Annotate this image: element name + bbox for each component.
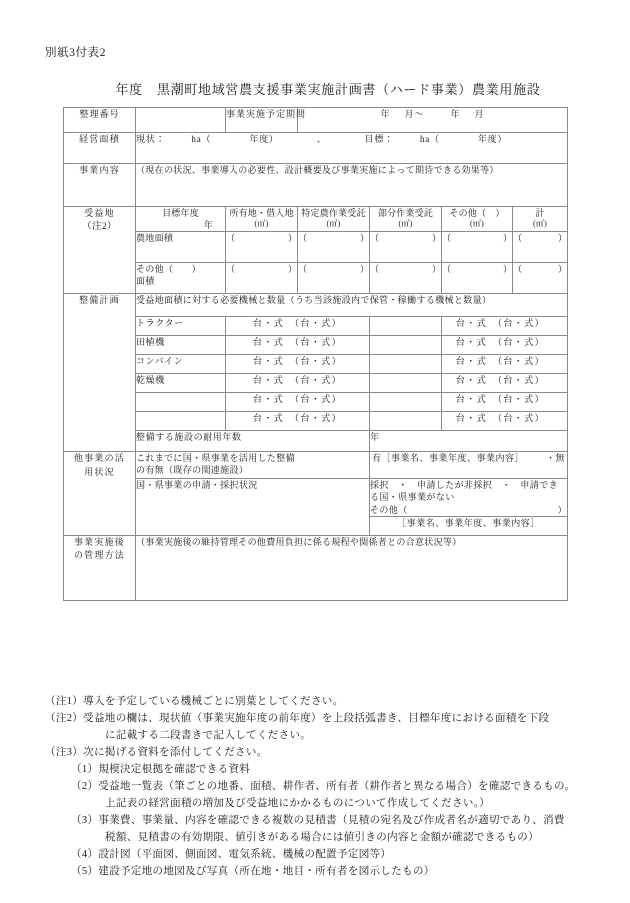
label-durable-years: 整備する施設の耐用年数 bbox=[136, 431, 370, 452]
field-past-use-choice[interactable] bbox=[370, 452, 568, 479]
col-header-specified-contract-unit: (㎡) bbox=[326, 219, 341, 229]
machine-qty-left-combine[interactable]: 台・式 （台・式） bbox=[226, 355, 370, 374]
paren-open: （ bbox=[298, 264, 308, 275]
field-farmland-partial-contract[interactable] bbox=[370, 232, 442, 263]
paren-open: （ bbox=[370, 233, 380, 244]
label-management-area: 経営面積 bbox=[64, 133, 136, 164]
row-label-farmland-area: 農地面積 bbox=[136, 232, 226, 263]
col-header-total-name: 計 bbox=[535, 208, 545, 218]
adoption-other-line[interactable] bbox=[370, 504, 567, 516]
benefit-land-title: 受益地 bbox=[84, 208, 115, 218]
other-area-label-line1: その他（ ） bbox=[136, 264, 202, 275]
paren-close: ） bbox=[359, 264, 369, 275]
machine-qty-left-blank-1[interactable]: 台・式 （台・式） bbox=[226, 393, 370, 412]
project-content-hint: （現在の状況、事業導入の必要性、設計概要及び事業実施によって期待できる効果等） bbox=[136, 165, 499, 175]
label-other-projects-usage bbox=[64, 452, 136, 535]
machine-qty-right-tractor[interactable]: 台・式 （台・式） bbox=[442, 317, 568, 336]
footnote-3-item-5-marker: （5） bbox=[71, 866, 99, 877]
col-header-specified-contract bbox=[298, 207, 370, 232]
table-row-benefit-land-header bbox=[64, 207, 568, 232]
paren-close: ） bbox=[502, 264, 512, 275]
machine-divider-cell[interactable] bbox=[370, 317, 442, 336]
col-header-other bbox=[442, 207, 513, 232]
paren-close: ） bbox=[287, 233, 297, 244]
machine-name-tractor: トラクター bbox=[136, 317, 226, 336]
col-header-owned-leased-name: 所有地・借入地 bbox=[229, 208, 294, 218]
paren-open: （ bbox=[370, 264, 380, 275]
label-post-management bbox=[64, 535, 136, 600]
current-area-label: 現状： bbox=[136, 134, 166, 144]
other-projects-label-line2: 用状況 bbox=[84, 466, 115, 477]
field-other-total[interactable] bbox=[513, 263, 568, 294]
field-application-adoption-status[interactable] bbox=[370, 479, 568, 516]
benefit-land-note-ref: （注2） bbox=[82, 222, 117, 233]
col-header-specified-contract-name: 特定農作業受託 bbox=[301, 208, 366, 218]
machine-qty-left-rice-planter[interactable]: 台・式 （台・式） bbox=[226, 336, 370, 355]
label-implementation-period: 事業実施予定期間 bbox=[226, 108, 298, 133]
machine-name-dryer: 乾燥機 bbox=[136, 374, 226, 393]
paren-open: （ bbox=[442, 233, 452, 244]
paren-open: （ bbox=[513, 233, 523, 244]
paren-close: ） bbox=[557, 264, 567, 275]
table-row-machine bbox=[64, 336, 568, 355]
footnote-3-item-5 bbox=[45, 863, 590, 880]
target-area-ha: ha（ bbox=[419, 134, 440, 144]
footnote-3-item-5-text: 建設予定地の地図及び写真（所在地・地目・所有者を図示したもの） bbox=[98, 866, 435, 877]
target-area-year: 年度） bbox=[477, 134, 508, 144]
paren-close: ） bbox=[287, 264, 297, 275]
field-other-partial-contract[interactable] bbox=[370, 263, 442, 294]
footnote-3-item-4-marker: （4） bbox=[71, 849, 99, 860]
machine-qty-right-blank-2[interactable]: 台・式 （台・式） bbox=[442, 412, 568, 431]
label-project-content: 事業内容 bbox=[64, 164, 136, 207]
footnote-3-item-2 bbox=[45, 778, 590, 795]
label-equipment-plan: 整備計画 bbox=[64, 294, 136, 452]
paren-open: （ bbox=[226, 264, 236, 275]
machine-divider-cell[interactable] bbox=[370, 355, 442, 374]
table-row-equipment-plan-note bbox=[64, 294, 568, 317]
field-implementation-period[interactable] bbox=[298, 108, 568, 133]
other-area-label-line2: 面積 bbox=[136, 276, 155, 287]
row-label-other-area bbox=[136, 263, 226, 294]
post-management-label-line2: の管理方法 bbox=[73, 550, 125, 561]
table-row-project-content bbox=[64, 164, 568, 207]
label-past-national-prefectural-use bbox=[136, 452, 370, 479]
machine-name-rice-planter: 田植機 bbox=[136, 336, 226, 355]
post-management-hint: （事業実施後の維持管理その他費用負担に係る規程や関係者との合意状況等） bbox=[136, 536, 462, 547]
current-area-year: 年度） bbox=[249, 134, 279, 144]
field-other-owned-leased[interactable] bbox=[226, 263, 298, 294]
footnote-3-item-3 bbox=[45, 812, 590, 829]
field-other-other[interactable] bbox=[442, 263, 513, 294]
footnote-3-item-3-cont: 税額、見積書の有効期限、値引きがある場合には値引きの内容と金額が確認できるもの） bbox=[105, 832, 539, 843]
table-row-machine bbox=[64, 355, 568, 374]
machine-qty-right-combine[interactable]: 台・式 （台・式） bbox=[442, 355, 568, 374]
field-management-area[interactable] bbox=[136, 133, 568, 164]
table-row-machine bbox=[64, 412, 568, 431]
footnotes bbox=[45, 693, 590, 880]
machine-qty-right-blank-1[interactable]: 台・式 （台・式） bbox=[442, 393, 568, 412]
field-other-specified-contract[interactable] bbox=[298, 263, 370, 294]
footnote-3-marker: （注3） bbox=[45, 747, 84, 758]
field-farmland-other[interactable] bbox=[442, 232, 513, 263]
table-row-other-projects-2 bbox=[64, 479, 568, 516]
footnote-3-item-1-text: 規模決定根拠を確認できる資料 bbox=[98, 764, 251, 775]
label-application-adoption-status: 国・県事業の申請・採択状況 bbox=[136, 479, 370, 535]
machine-divider-cell[interactable] bbox=[370, 393, 442, 412]
adoption-other-open: その他（ bbox=[370, 504, 408, 515]
table-row-durable-years bbox=[64, 431, 568, 452]
area-separator: 、 bbox=[316, 134, 327, 144]
paren-close: ） bbox=[431, 264, 441, 275]
period-end-month: 月 bbox=[474, 109, 485, 119]
title-main-label: 黒潮町地域営農支援事業実施計画書（ハード事業）農業用施設 bbox=[156, 82, 541, 97]
machine-name-blank-1[interactable] bbox=[136, 393, 226, 412]
col-header-partial-contract-name: 部分作業受託 bbox=[377, 208, 434, 218]
adoption-options[interactable]: 採択 ・ 申請したが非採択 ・ 申請できる国・県事業がない bbox=[370, 480, 559, 503]
table-row-other-projects-1 bbox=[64, 452, 568, 479]
adoption-other-close: ） bbox=[557, 504, 568, 515]
period-end-year: 年 bbox=[450, 109, 461, 119]
footnote-3-item-3-text: 事業費、事業量、内容を確認できる複数の見積書（見積の宛名及び作成者名が適切であり、消費 bbox=[98, 815, 565, 826]
paren-close: ） bbox=[359, 233, 369, 244]
field-control-number-value[interactable] bbox=[136, 108, 226, 133]
footnote-3 bbox=[45, 744, 590, 761]
col-header-partial-contract-unit: (㎡) bbox=[398, 219, 413, 229]
field-farmland-specified-contract[interactable] bbox=[298, 232, 370, 263]
past-use-no-option[interactable]: ・無 bbox=[546, 453, 566, 464]
machine-qty-right-rice-planter[interactable]: 台・式 （台・式） bbox=[442, 336, 568, 355]
machine-qty-left-blank-2[interactable]: 台・式 （台・式） bbox=[226, 412, 370, 431]
label-benefit-land bbox=[64, 207, 136, 294]
col-header-partial-contract bbox=[370, 207, 442, 232]
machine-name-blank-2[interactable] bbox=[136, 412, 226, 431]
table-row-other-area bbox=[64, 263, 568, 294]
current-area-ha: ha（ bbox=[191, 134, 212, 144]
page-title bbox=[0, 79, 630, 98]
paren-close: ） bbox=[431, 233, 441, 244]
label-control-number: 整理番号 bbox=[64, 108, 136, 133]
machine-divider-cell[interactable] bbox=[370, 336, 442, 355]
footnote-3-item-3-marker: （3） bbox=[71, 815, 99, 826]
table-row-farmland-area bbox=[64, 232, 568, 263]
col-header-other-name: その他（ ） bbox=[449, 208, 505, 218]
table-row-machine bbox=[64, 393, 568, 412]
footnote-3-item-2-text: 受益地一覧表（筆ごとの地番、面積、耕作者、所有者（耕作者と異なる場合）を確認できるもの。 bbox=[98, 781, 576, 792]
col-header-other-unit: (㎡) bbox=[470, 219, 484, 229]
past-use-line2: の有無（既存の関連施設） bbox=[136, 465, 249, 476]
title-year-label: 年度 bbox=[115, 82, 143, 97]
footnote-3-item-1-marker: （1） bbox=[71, 764, 99, 775]
footnote-2-line-2: に記載する二段書きで記入してください。 bbox=[105, 730, 312, 741]
col-header-target-year-unit: 年 bbox=[203, 220, 213, 231]
paren-open: （ bbox=[513, 264, 523, 275]
paren-close: ） bbox=[557, 233, 567, 244]
col-header-total-unit: (㎡) bbox=[533, 219, 547, 229]
footnote-2 bbox=[45, 710, 590, 744]
col-header-owned-leased bbox=[226, 207, 298, 232]
table-row-machine bbox=[64, 317, 568, 336]
machine-qty-left-tractor[interactable]: 台・式 （台・式） bbox=[226, 317, 370, 336]
paren-close: ） bbox=[502, 233, 512, 244]
col-header-target-year bbox=[136, 207, 226, 232]
machine-qty-left-dryer[interactable]: 台・式 （台・式） bbox=[226, 374, 370, 393]
machine-divider-cell[interactable] bbox=[370, 374, 442, 393]
footnote-1-line-1: 導入を予定している機械ごとに別葉としてください。 bbox=[83, 696, 344, 707]
footnote-2-line-1: 受益地の欄は、現状値（事業実施年度の前年度）を上段括弧書き、目標年度における面積を下段 bbox=[83, 713, 550, 724]
footnote-1 bbox=[45, 693, 590, 710]
plan-form-table bbox=[63, 107, 568, 601]
col-header-target-year-name: 目標年度 bbox=[162, 208, 199, 218]
paren-open: （ bbox=[442, 264, 452, 275]
document-reference: 別紙3付表2 bbox=[45, 47, 107, 59]
table-row-post-implementation-management bbox=[64, 535, 568, 600]
field-project-detail-brackets[interactable]: ［事業名、事業年度、事業内容］ bbox=[370, 516, 568, 535]
footnote-3-line-1: 次に掲げる資料を添付してください。 bbox=[83, 747, 268, 758]
paren-open: （ bbox=[226, 233, 236, 244]
table-row-machine bbox=[64, 374, 568, 393]
footnote-3-item-2-marker: （2） bbox=[71, 781, 99, 792]
machine-qty-right-dryer[interactable]: 台・式 （台・式） bbox=[442, 374, 568, 393]
field-post-management[interactable] bbox=[136, 535, 568, 600]
post-management-label-line1: 事業実施後 bbox=[73, 536, 125, 547]
machine-name-combine: コンバイン bbox=[136, 355, 226, 374]
other-projects-label-line1: 他事業の活 bbox=[73, 453, 125, 464]
field-farmland-total[interactable] bbox=[513, 232, 568, 263]
footnote-3-item-4 bbox=[45, 846, 590, 863]
footnote-1-marker: （注1） bbox=[45, 696, 84, 707]
table-row-management-area bbox=[64, 133, 568, 164]
footnote-3-item-1 bbox=[45, 761, 590, 778]
footnote-2-marker: （注2） bbox=[45, 713, 84, 724]
table-row-control-number bbox=[64, 108, 568, 133]
field-farmland-owned-leased[interactable] bbox=[226, 232, 298, 263]
past-use-yes-option[interactable]: 有［事業名、事業年度、事業内容］ bbox=[371, 453, 524, 464]
field-durable-years[interactable]: 年 bbox=[370, 431, 568, 452]
col-header-owned-leased-unit: (㎡) bbox=[254, 219, 269, 229]
past-use-line1: これまでに国・県事業を活用した整備 bbox=[136, 453, 295, 464]
target-area-label: 目標： bbox=[364, 134, 394, 144]
footnote-3-item-2-cont: 上記表の経営面積の増加及び受益地にかかるものについて作成してください。） bbox=[105, 798, 491, 809]
equipment-plan-hint: 受益地面積に対する必要機械と数量（うち当該施設内で保管・稼働する機械と数量） bbox=[136, 294, 568, 317]
period-start-month: 月～ bbox=[404, 109, 425, 119]
machine-divider-cell[interactable] bbox=[370, 412, 442, 431]
col-header-total bbox=[513, 207, 568, 232]
footnote-3-item-4-text: 設計図（平面図、側面図、電気系統、機械の配置予定図等） bbox=[98, 849, 392, 860]
paren-open: （ bbox=[298, 233, 308, 244]
field-project-content[interactable] bbox=[136, 164, 568, 207]
period-start-year: 年 bbox=[380, 109, 391, 119]
